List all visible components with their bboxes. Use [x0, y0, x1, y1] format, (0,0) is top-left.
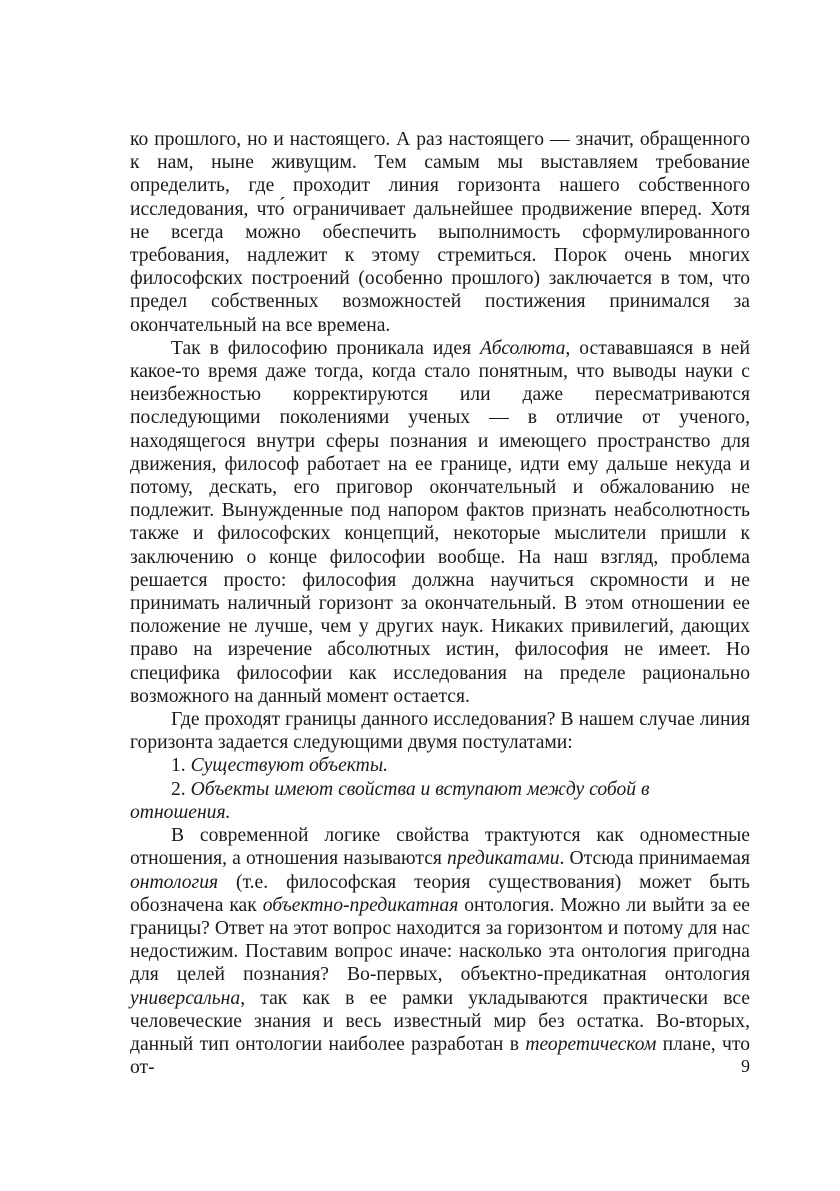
paragraph: [130, 337, 750, 708]
italic-text: теоретическом: [525, 1033, 657, 1055]
italic-text: объектно-предикатная: [262, 894, 459, 916]
paragraph: [130, 824, 750, 1079]
text-run: (т.е. философская теория существования) может быть обозначена как: [130, 871, 750, 916]
text-run: ко прошлого, но и настоящего. А раз настоящего — значит, обращенного к нам, ныне живущим. Тем самым мы выставляем требование определить, где проходит линия горизонта нашего собственного исследования, что́ ограничивает дальнейшее продвижение вперед. Хотя не всегда можно обеспечить выполнимость сформулированного требования, надлежит к этому стремиться. Порок очень многих философских построений (особенно прошлого) заключается в том, что предел собственных возможностей постижения принимался за окончательный на все времена.: [130, 129, 750, 336]
italic-text: онтология: [130, 871, 219, 893]
postulate-item: [130, 754, 750, 777]
paragraph: [130, 128, 750, 337]
text-run: . Отсюда принимаемая: [559, 848, 750, 870]
text-run: 2.: [171, 778, 191, 800]
text-run: онтология. Можно ли выйти за ее границы? Ответ на этот вопрос находится за горизонтом и потому для нас недостижим. Поставим вопрос иначе: насколько эта онтология пригодна для целей познания? Во-первых, объектно-предикатная онтология: [130, 894, 750, 986]
text-run: Так в философию проникала идея: [171, 337, 481, 359]
text-run: , остававшаяся в ней какое-то время даже тогда, когда стало понятным, что выводы науки с неизбежностью корректируются или даже пересматриваются последующими поколениями ученых — в отличие от ученого, находящегося внутри сферы познания и имеющего пространство для движения, философ работает на ее границе, идти ему дальше некуда и потому, дескать, его приговор окончательный и обжалованию не подлежит. Вынужденные под напором фактов признать неабсолютность также и философских концепций, некоторые мыслители пришли к заключению о конце философии вообще. На наш взгляд, проблема решается просто: философия должна научиться скромности и не принимать наличный горизонт за окончательный. В этом отношении ее положение не лучше, чем у других наук. Никаких привилегий, дающих право на изречение абсолютных истин, философия не имеет. Но специфика философии как исследования на пределе рационально возможного на данный момент остается.: [130, 337, 750, 707]
text-run: , так как в ее рамки укладываются практически все человеческие знания и весь известный мир без остатка. Во-вторых, данный тип онтологии наиболее разработан в: [130, 987, 750, 1055]
postulate-item: [130, 778, 750, 824]
text-run: 1.: [171, 755, 191, 777]
italic-text: предикатами: [447, 848, 560, 870]
page-body: [130, 128, 750, 1079]
italic-text: Объекты имеют свойства и вступают между собой в отношения.: [130, 778, 650, 823]
page-number: 9: [741, 1056, 750, 1076]
text-run: В современной логике свойства трактуются как одноместные отношения, а отношения называются: [130, 825, 750, 870]
text-run: плане, что от-: [130, 1033, 750, 1079]
italic-text: Существуют объекты.: [190, 755, 388, 777]
paragraph: [130, 708, 750, 754]
text-run: Где проходят границы данного исследования? В нашем случае линия горизонта задается следующими двумя постулатами:: [130, 709, 750, 754]
italic-text: Абсолюта: [480, 337, 566, 359]
italic-text: универсальна: [130, 987, 241, 1009]
